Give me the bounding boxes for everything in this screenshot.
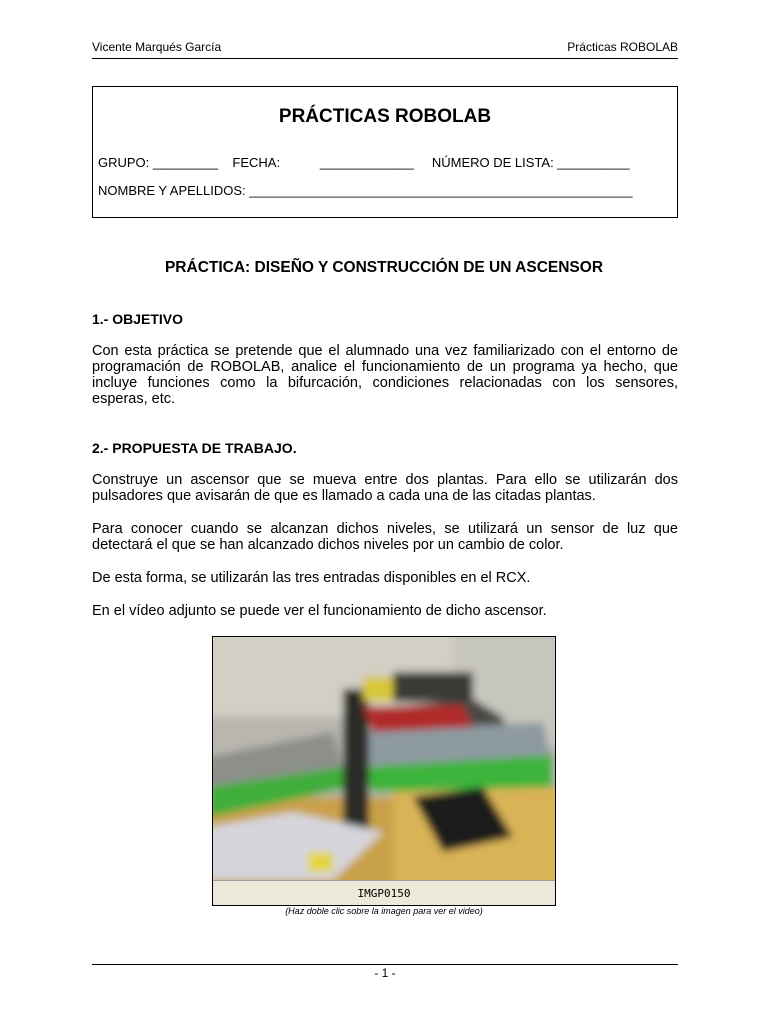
video-caption: (Haz doble clic sobre la imagen para ver el video) bbox=[285, 906, 483, 916]
section-heading-objective: 1.- OBJETIVO bbox=[92, 311, 184, 327]
video-thumbnail[interactable] bbox=[212, 636, 556, 906]
footer-divider bbox=[92, 964, 678, 965]
running-header bbox=[92, 40, 678, 59]
form-row-name: NOMBRE Y APELLIDOS: _____________________________________________________ bbox=[98, 183, 633, 198]
section-heading-proposal: 2.- PROPUESTA DE TRABAJO. bbox=[92, 440, 297, 456]
header-doc-title: Prácticas ROBOLAB bbox=[567, 40, 678, 54]
elevator-photo bbox=[213, 637, 555, 880]
video-filename-bar bbox=[213, 880, 555, 906]
header-author: Vicente Marqués García bbox=[92, 40, 222, 54]
form-title: PRÁCTICAS ROBOLAB bbox=[278, 106, 492, 127]
student-form-box bbox=[92, 86, 678, 218]
paragraph-objective: Con esta práctica se pretende que el alumnado una vez familiarizado con el entorno de programación de ROBOLAB, analice el funcionamiento de un programa ya hecho, que incluye funciones como la bifurcación, condiciones relacionadas con los sensores, esperas, etc. bbox=[92, 343, 678, 407]
page-number: - 1 - bbox=[374, 966, 396, 980]
paragraph-proposal-1: Construye un ascensor que se mueva entre dos plantas. Para ello se utilizarán dos pulsadores que avisarán de que es llamado a cada una de las citadas plantas. bbox=[92, 472, 678, 504]
paragraph-proposal-4: En el vídeo adjunto se puede ver el funcionamiento de dicho ascensor. bbox=[92, 603, 547, 619]
form-row-group-date-list: GRUPO: _________ FECHA: _____________ NÚMERO DE LISTA: __________ bbox=[98, 155, 630, 170]
practice-title: PRÁCTICA: DISEÑO Y CONSTRUCCIÓN DE UN ASCENSOR bbox=[164, 259, 604, 276]
video-filename: IMGP0150 bbox=[357, 887, 411, 900]
paragraph-proposal-2: Para conocer cuando se alcanzan dichos niveles, se utilizará un sensor de luz que detectará el que se han alcanzado dichos niveles por un cambio de color. bbox=[92, 521, 678, 553]
paragraph-proposal-3: De esta forma, se utilizarán las tres entradas disponibles en el RCX. bbox=[92, 570, 531, 586]
